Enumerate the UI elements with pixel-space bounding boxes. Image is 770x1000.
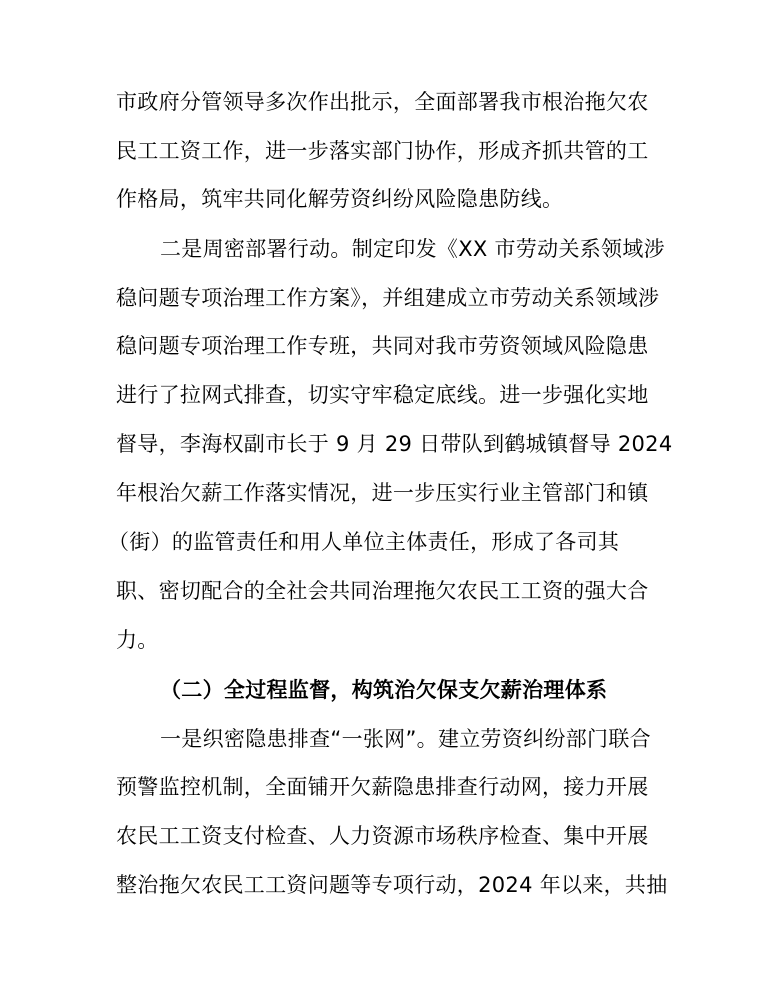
- paragraph-line-17: 整治拖欠农民工工资问题等专项行动，2024 年以来，共抽: [116, 873, 668, 897]
- paragraph-line-4: 二是周密部署行动。制定印发《XX 市劳动关系领域涉: [160, 237, 665, 261]
- paragraph-line-9: 年根治欠薪工作落实情况，进一步压实行业主管部门和镇: [116, 481, 649, 505]
- paragraph-line-1: 市政府分管领导多次作出批示，全面部署我市根治拖欠农: [116, 90, 649, 114]
- paragraph-line-5: 稳问题专项治理工作方案》，并组建成立市劳动关系领域涉: [116, 286, 660, 310]
- paragraph-line-12: 力。: [116, 628, 159, 652]
- paragraph-line-11: 职、密切配合的全社会共同治理拖欠农民工工资的强大合: [116, 579, 649, 603]
- paragraph-line-3: 作格局，筑牢共同化解劳资纠纷风险隐患防线。: [116, 187, 564, 211]
- paragraph-line-6: 稳问题专项治理工作专班，共同对我市劳资领域风险隐患: [116, 334, 649, 358]
- section-heading: （二）全过程监督，构筑治欠保支欠薪治理体系: [160, 678, 608, 702]
- paragraph-line-10: （街）的监管责任和用人单位主体责任，形成了各司其: [108, 530, 620, 554]
- paragraph-line-2: 民工工资工作，进一步落实部门协作，形成齐抓共管的工: [116, 139, 649, 163]
- paragraph-line-7: 进行了拉网式排查，切实守牢稳定底线。进一步强化实地: [116, 383, 649, 407]
- paragraph-line-14: 一是织密隐患排查“一张网”。建立劳资纠纷部门联合: [160, 727, 651, 751]
- paragraph-line-15: 预警监控机制，全面铺开欠薪隐患排查行动网，接力开展: [116, 775, 649, 799]
- paragraph-line-16: 农民工工资支付检查、人力资源市场秩序检查、集中开展: [116, 824, 649, 848]
- paragraph-line-8: 督导，李海权副市长于 9 月 29 日带队到鹤城镇督导 2024: [116, 432, 673, 456]
